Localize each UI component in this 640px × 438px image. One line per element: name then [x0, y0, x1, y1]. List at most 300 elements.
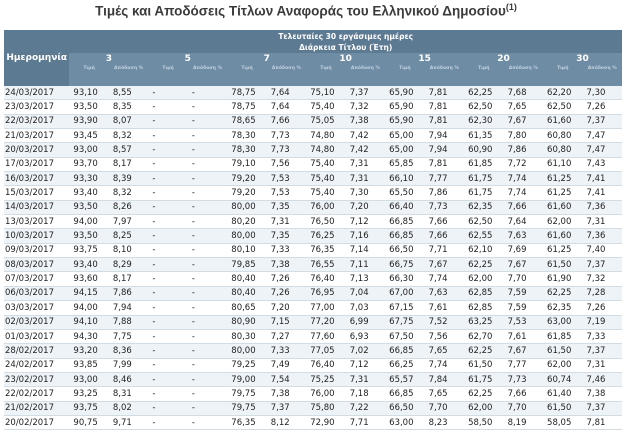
price-cell: -: [148, 200, 187, 214]
yield-cell: 7,12: [346, 215, 385, 229]
yield-cell: 8,02: [109, 401, 148, 415]
yield-cell: 9,71: [109, 415, 148, 429]
price-cell: 61,25: [543, 186, 582, 200]
yield-cell: 7,59: [504, 301, 543, 315]
price-cell: 93,50: [69, 100, 108, 114]
bond-prices-table: [4, 30, 622, 430]
yield-cell: 7,53: [267, 186, 306, 200]
maturity-header: 30: [543, 53, 622, 65]
price-cell: 62,25: [464, 344, 503, 358]
price-cell: 62,25: [543, 286, 582, 300]
price-cell: 75,05: [306, 114, 345, 128]
price-cell: 76,55: [306, 258, 345, 272]
price-cell: 60,80: [543, 129, 582, 143]
price-cell: 93,60: [69, 272, 108, 286]
date-cell: 03/03/2017: [4, 301, 69, 315]
yield-cell: 7,53: [267, 172, 306, 186]
yield-cell: 8,32: [109, 186, 148, 200]
yield-subheader: Απόδοση %: [346, 65, 385, 86]
yield-cell: -: [188, 100, 227, 114]
price-cell: 78,30: [227, 143, 266, 157]
price-subheader: Τιμή: [464, 65, 503, 86]
price-cell: 80,90: [227, 315, 266, 329]
price-cell: 93,75: [69, 401, 108, 415]
yield-cell: 8,26: [109, 200, 148, 214]
date-cell: 01/03/2017: [4, 329, 69, 343]
maturity-header: 15: [385, 53, 464, 65]
price-cell: 93,50: [69, 200, 108, 214]
price-cell: 76,95: [306, 286, 345, 300]
yield-cell: 8,31: [109, 387, 148, 401]
yield-cell: -: [188, 86, 227, 100]
yield-cell: 7,38: [346, 114, 385, 128]
price-cell: 77,05: [306, 344, 345, 358]
yield-cell: 7,30: [583, 86, 623, 100]
price-cell: -: [148, 286, 187, 300]
price-cell: 62,20: [543, 86, 582, 100]
yield-cell: 7,43: [583, 157, 623, 171]
yield-cell: 7,26: [267, 272, 306, 286]
yield-cell: 7,14: [346, 243, 385, 257]
table-row: [4, 401, 622, 415]
price-cell: -: [148, 401, 187, 415]
yield-cell: 7,33: [267, 344, 306, 358]
yield-cell: 7,33: [583, 329, 623, 343]
yield-cell: 7,42: [346, 129, 385, 143]
price-cell: 65,85: [385, 157, 424, 171]
table-row: [4, 100, 622, 114]
yield-cell: 8,19: [504, 415, 543, 429]
price-cell: 93,25: [69, 387, 108, 401]
date-cell: 20/02/2017: [4, 415, 69, 429]
yield-cell: -: [188, 401, 227, 415]
table-row: [4, 358, 622, 372]
date-column-header: Ημερομηνία: [4, 30, 69, 86]
yield-cell: 8,29: [109, 258, 148, 272]
yield-cell: 7,31: [346, 372, 385, 386]
yield-cell: 8,12: [267, 415, 306, 429]
price-cell: 66,85: [385, 215, 424, 229]
table-row: [4, 258, 622, 272]
price-cell: 67,00: [385, 286, 424, 300]
date-cell: 07/03/2017: [4, 272, 69, 286]
yield-cell: 7,03: [346, 301, 385, 315]
price-cell: 62,70: [464, 329, 503, 343]
yield-cell: 7,81: [425, 86, 464, 100]
price-cell: 93,70: [69, 157, 108, 171]
price-cell: 65,00: [385, 143, 424, 157]
price-cell: 66,30: [385, 272, 424, 286]
price-cell: -: [148, 315, 187, 329]
price-cell: 62,50: [464, 100, 503, 114]
price-cell: 79,20: [227, 172, 266, 186]
price-cell: 61,75: [464, 186, 503, 200]
yield-cell: 7,71: [346, 415, 385, 429]
yield-cell: 7,38: [583, 387, 623, 401]
yield-cell: 7,31: [346, 157, 385, 171]
price-cell: -: [148, 258, 187, 272]
yield-cell: -: [188, 229, 227, 243]
price-cell: 79,20: [227, 186, 266, 200]
yield-cell: 8,07: [109, 114, 148, 128]
price-cell: 61,50: [543, 401, 582, 415]
yield-cell: 6,99: [346, 315, 385, 329]
yield-cell: 7,22: [346, 401, 385, 415]
price-cell: 94,00: [69, 215, 108, 229]
yield-cell: 7,66: [425, 229, 464, 243]
yield-cell: 7,84: [425, 372, 464, 386]
price-cell: 62,00: [543, 215, 582, 229]
yield-cell: 7,31: [346, 172, 385, 186]
price-cell: 76,35: [306, 243, 345, 257]
yield-cell: 7,73: [267, 129, 306, 143]
price-cell: 75,10: [306, 86, 345, 100]
table-row: [4, 143, 622, 157]
yield-cell: 7,94: [425, 143, 464, 157]
yield-cell: 7,41: [583, 172, 623, 186]
price-subheader: Τιμή: [543, 65, 582, 86]
yield-cell: 7,04: [346, 286, 385, 300]
price-cell: 61,40: [543, 387, 582, 401]
yield-cell: 7,65: [504, 100, 543, 114]
table-row: [4, 157, 622, 171]
price-cell: 62,10: [464, 243, 503, 257]
price-cell: 61,60: [543, 229, 582, 243]
table-row: [4, 114, 622, 128]
price-cell: 61,75: [464, 372, 503, 386]
price-cell: 76,40: [306, 272, 345, 286]
yield-cell: 7,81: [583, 415, 623, 429]
price-cell: 76,40: [306, 358, 345, 372]
yield-cell: 7,52: [425, 315, 464, 329]
price-cell: 61,25: [543, 243, 582, 257]
table-row: [4, 186, 622, 200]
yield-cell: 7,26: [583, 301, 623, 315]
date-cell: 15/03/2017: [4, 186, 69, 200]
price-cell: 62,30: [464, 114, 503, 128]
price-cell: 65,90: [385, 114, 424, 128]
yield-cell: 7,86: [425, 186, 464, 200]
yield-cell: 7,67: [504, 258, 543, 272]
yield-cell: 8,10: [109, 243, 148, 257]
yield-cell: 7,28: [583, 286, 623, 300]
yield-cell: 7,38: [267, 258, 306, 272]
yield-subheader: Απόδοση %: [583, 65, 623, 86]
yield-cell: 7,97: [109, 215, 148, 229]
date-cell: 22/03/2017: [4, 114, 69, 128]
yield-cell: 7,37: [583, 344, 623, 358]
yield-cell: 7,68: [504, 86, 543, 100]
yield-cell: 7,74: [425, 272, 464, 286]
yield-cell: 7,13: [346, 272, 385, 286]
yield-subheader: Απόδοση %: [425, 65, 464, 86]
price-cell: 74,80: [306, 143, 345, 157]
table-row: [4, 329, 622, 343]
price-cell: -: [148, 344, 187, 358]
yield-cell: 7,31: [583, 215, 623, 229]
yield-cell: 7,37: [346, 86, 385, 100]
price-cell: 62,85: [464, 286, 503, 300]
date-cell: 08/03/2017: [4, 258, 69, 272]
yield-cell: 7,74: [504, 172, 543, 186]
yield-cell: -: [188, 358, 227, 372]
price-cell: 93,10: [69, 86, 108, 100]
price-subheader: Τιμή: [69, 65, 108, 86]
yield-cell: 7,49: [267, 358, 306, 372]
yield-cell: 7,70: [425, 401, 464, 415]
yield-cell: 8,55: [109, 86, 148, 100]
yield-cell: 7,73: [504, 372, 543, 386]
price-cell: 94,15: [69, 286, 108, 300]
price-cell: 62,55: [464, 229, 503, 243]
yield-cell: 7,56: [267, 157, 306, 171]
price-cell: 77,00: [306, 301, 345, 315]
price-cell: -: [148, 415, 187, 429]
yield-cell: 7,16: [346, 229, 385, 243]
yield-cell: 7,30: [346, 186, 385, 200]
yield-cell: 7,12: [346, 358, 385, 372]
price-cell: -: [148, 86, 187, 100]
price-cell: 79,00: [227, 372, 266, 386]
price-cell: 78,30: [227, 129, 266, 143]
price-cell: 94,00: [69, 301, 108, 315]
price-cell: 79,75: [227, 401, 266, 415]
yield-cell: 8,17: [109, 157, 148, 171]
price-cell: 65,00: [385, 129, 424, 143]
yield-cell: 7,37: [583, 114, 623, 128]
price-cell: 63,00: [543, 315, 582, 329]
price-cell: 63,00: [385, 415, 424, 429]
price-cell: 79,10: [227, 157, 266, 171]
price-cell: 62,85: [464, 301, 503, 315]
price-cell: 80,65: [227, 301, 266, 315]
yield-cell: 7,11: [346, 258, 385, 272]
yield-subheader: Απόδοση %: [504, 65, 543, 86]
yield-cell: -: [188, 301, 227, 315]
yield-cell: 7,66: [504, 200, 543, 214]
yield-cell: 7,99: [109, 358, 148, 372]
yield-cell: -: [188, 143, 227, 157]
yield-cell: -: [188, 186, 227, 200]
yield-cell: 7,18: [346, 387, 385, 401]
yield-cell: 7,37: [267, 401, 306, 415]
yield-cell: -: [188, 272, 227, 286]
yield-cell: 7,53: [504, 315, 543, 329]
table-row: [4, 372, 622, 386]
yield-cell: 7,64: [504, 215, 543, 229]
price-cell: 65,90: [385, 100, 424, 114]
yield-cell: 6,93: [346, 329, 385, 343]
yield-cell: 7,73: [267, 143, 306, 157]
price-cell: 67,75: [385, 315, 424, 329]
yield-cell: 7,80: [504, 129, 543, 143]
price-cell: -: [148, 172, 187, 186]
price-cell: 80,30: [227, 329, 266, 343]
yield-cell: -: [188, 344, 227, 358]
price-cell: 72,90: [306, 415, 345, 429]
yield-cell: 7,20: [267, 301, 306, 315]
price-cell: 93,50: [69, 229, 108, 243]
yield-cell: 7,67: [425, 258, 464, 272]
yield-cell: 7,81: [425, 100, 464, 114]
price-cell: 62,00: [543, 358, 582, 372]
yield-cell: 7,38: [267, 387, 306, 401]
table-row: [4, 86, 622, 100]
date-cell: 17/03/2017: [4, 157, 69, 171]
price-cell: 60,90: [464, 143, 503, 157]
price-cell: -: [148, 272, 187, 286]
price-cell: -: [148, 114, 187, 128]
date-cell: 21/02/2017: [4, 401, 69, 415]
price-cell: 93,40: [69, 258, 108, 272]
yield-cell: -: [188, 258, 227, 272]
date-cell: 16/03/2017: [4, 172, 69, 186]
yield-cell: 7,26: [267, 286, 306, 300]
price-cell: 61,10: [543, 157, 582, 171]
price-cell: 78,75: [227, 86, 266, 100]
yield-subheader: Απόδοση %: [109, 65, 148, 86]
price-subheader: Τιμή: [227, 65, 266, 86]
price-cell: 62,50: [543, 100, 582, 114]
price-cell: 78,65: [227, 114, 266, 128]
price-cell: 61,85: [464, 157, 503, 171]
yield-cell: 7,94: [109, 301, 148, 315]
yield-cell: 7,59: [504, 286, 543, 300]
table-row: [4, 200, 622, 214]
yield-cell: 7,19: [583, 315, 623, 329]
yield-cell: 8,17: [109, 272, 148, 286]
yield-cell: 7,54: [267, 372, 306, 386]
table-row: [4, 229, 622, 243]
date-cell: 23/02/2017: [4, 372, 69, 386]
price-cell: 76,50: [306, 215, 345, 229]
yield-cell: -: [188, 387, 227, 401]
price-cell: 78,75: [227, 100, 266, 114]
price-cell: 62,50: [464, 215, 503, 229]
table-row: [4, 172, 622, 186]
maturity-header: 7: [227, 53, 306, 65]
price-cell: 80,00: [227, 229, 266, 243]
table-row: [4, 286, 622, 300]
yield-cell: 8,39: [109, 172, 148, 186]
page-title: [0, 2, 612, 19]
price-cell: 80,40: [227, 286, 266, 300]
yield-cell: 7,61: [425, 301, 464, 315]
price-cell: 76,00: [306, 387, 345, 401]
price-cell: 61,35: [464, 129, 503, 143]
date-cell: 21/03/2017: [4, 129, 69, 143]
maturity-header: 20: [464, 53, 543, 65]
yield-cell: 7,77: [425, 172, 464, 186]
period-header: Τελευταίες 30 εργάσιμες ημέρες: [69, 30, 622, 42]
date-cell: 20/03/2017: [4, 143, 69, 157]
yield-cell: 7,74: [425, 358, 464, 372]
price-cell: 62,35: [543, 301, 582, 315]
yield-cell: 7,77: [504, 358, 543, 372]
price-cell: 66,85: [385, 229, 424, 243]
price-cell: 61,50: [543, 344, 582, 358]
price-cell: 93,30: [69, 172, 108, 186]
price-cell: 75,40: [306, 157, 345, 171]
yield-cell: 8,36: [109, 344, 148, 358]
duration-header: Διάρκεια Τίτλου (Έτη): [69, 42, 622, 53]
yield-cell: 7,65: [425, 344, 464, 358]
table-row: [4, 129, 622, 143]
page-title-text: Τιμές και Αποδόσεις Τίτλων Αναφοράς του Ελληνικού Δημοσίου: [95, 3, 506, 19]
price-cell: 62,00: [464, 272, 503, 286]
table-row: [4, 243, 622, 257]
yield-cell: 7,73: [425, 200, 464, 214]
yield-cell: 7,35: [267, 229, 306, 243]
price-cell: 61,50: [543, 258, 582, 272]
price-cell: 61,60: [543, 114, 582, 128]
price-cell: -: [148, 387, 187, 401]
price-cell: 75,40: [306, 100, 345, 114]
price-cell: 80,20: [227, 215, 266, 229]
yield-cell: 8,23: [425, 415, 464, 429]
price-cell: 63,25: [464, 315, 503, 329]
yield-cell: 7,33: [267, 243, 306, 257]
price-cell: 74,80: [306, 129, 345, 143]
yield-cell: 7,63: [425, 286, 464, 300]
price-cell: 93,90: [69, 114, 108, 128]
price-cell: 61,75: [464, 172, 503, 186]
price-cell: 65,50: [385, 186, 424, 200]
price-cell: 76,35: [227, 415, 266, 429]
yield-cell: 7,67: [504, 114, 543, 128]
yield-subheader: Απόδοση %: [267, 65, 306, 86]
table-row: [4, 387, 622, 401]
price-cell: 93,75: [69, 243, 108, 257]
yield-cell: -: [188, 372, 227, 386]
date-cell: 14/03/2017: [4, 200, 69, 214]
yield-cell: 7,66: [267, 114, 306, 128]
yield-cell: -: [188, 114, 227, 128]
price-cell: 79,85: [227, 258, 266, 272]
price-cell: 61,85: [543, 329, 582, 343]
price-cell: 61,25: [543, 172, 582, 186]
price-cell: 61,50: [464, 358, 503, 372]
yield-cell: -: [188, 215, 227, 229]
price-cell: 62,35: [464, 200, 503, 214]
price-cell: 77,20: [306, 315, 345, 329]
price-cell: 80,00: [227, 200, 266, 214]
date-cell: 22/02/2017: [4, 387, 69, 401]
price-cell: -: [148, 229, 187, 243]
yield-cell: 7,81: [425, 114, 464, 128]
yield-cell: 7,70: [504, 272, 543, 286]
yield-cell: 7,47: [583, 129, 623, 143]
price-cell: 66,50: [385, 243, 424, 257]
table-row: [4, 315, 622, 329]
yield-cell: 8,46: [109, 372, 148, 386]
yield-cell: 7,15: [267, 315, 306, 329]
price-cell: 79,75: [227, 387, 266, 401]
yield-cell: 7,65: [425, 387, 464, 401]
yield-cell: 7,61: [504, 329, 543, 343]
price-cell: 61,90: [543, 272, 582, 286]
price-cell: 75,80: [306, 401, 345, 415]
yield-cell: -: [188, 172, 227, 186]
price-cell: 58,50: [464, 415, 503, 429]
price-cell: 66,10: [385, 172, 424, 186]
date-cell: 10/03/2017: [4, 229, 69, 243]
yield-cell: 7,37: [583, 401, 623, 415]
yield-cell: 7,64: [267, 100, 306, 114]
price-cell: 80,40: [227, 272, 266, 286]
price-cell: 80,00: [227, 344, 266, 358]
price-cell: 93,20: [69, 344, 108, 358]
